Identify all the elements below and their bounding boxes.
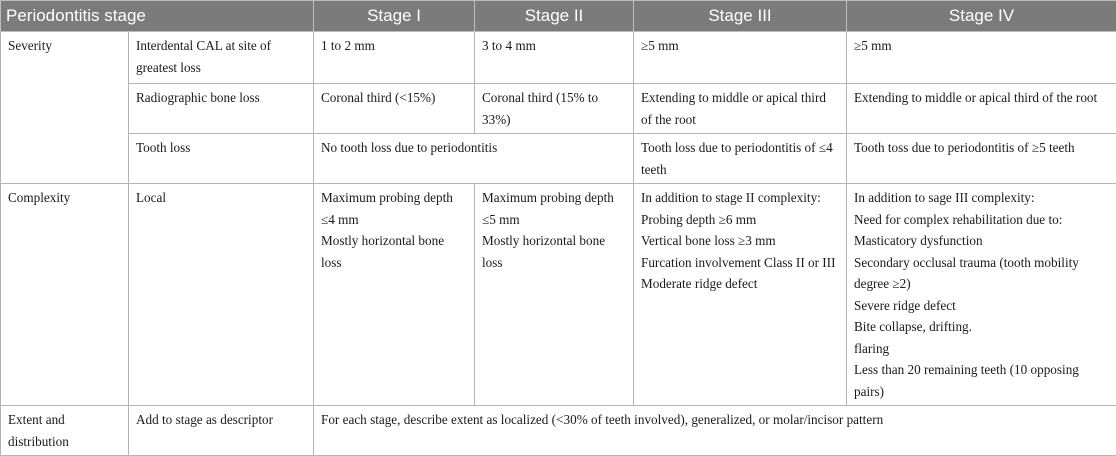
extent-label: Extent and distribution xyxy=(1,406,129,456)
header-row xyxy=(1,1,1116,32)
complexity-stage-4-line: Severe ridge defect xyxy=(854,295,1109,317)
complexity-stage-2-line: Mostly horizontal bone loss xyxy=(482,230,626,273)
cal-stage-3: ≥5 mm xyxy=(634,32,847,84)
complexity-stage-3-line: Furcation involvement Class II or III xyxy=(641,252,839,274)
complexity-stage-4-line: Less than 20 remaining teeth (10 opposing pairs) xyxy=(854,359,1109,402)
extent-descriptor-label: Add to stage as descriptor xyxy=(129,406,314,456)
complexity-stage-2-line: Maximum probing depth ≤5 mm xyxy=(482,187,626,230)
complexity-stage-3-line: Vertical bone loss ≥3 mm xyxy=(641,230,839,252)
tooth-loss-label: Tooth loss xyxy=(129,134,314,184)
header-stage-4: Stage IV xyxy=(847,1,1116,32)
extent-row xyxy=(1,406,1116,456)
complexity-stage-1-line: Mostly horizontal bone loss xyxy=(321,230,467,273)
complexity-stage-4 xyxy=(847,184,1116,406)
tooth-loss-stage-1-2: No tooth loss due to periodontitis xyxy=(314,134,634,184)
bone-loss-stage-4: Extending to middle or apical third of the root xyxy=(847,84,1116,134)
cal-stage-1: 1 to 2 mm xyxy=(314,32,475,84)
complexity-stage-2 xyxy=(475,184,634,406)
complexity-stage-3-line: Probing depth ≥6 mm xyxy=(641,209,839,231)
bone-loss-label: Radiographic bone loss xyxy=(129,84,314,134)
bone-loss-stage-3: Extending to middle or apical third of the root xyxy=(634,84,847,134)
cal-stage-2: 3 to 4 mm xyxy=(475,32,634,84)
tooth-loss-stage-4: Tooth toss due to periodontitis of ≥5 teeth xyxy=(847,134,1116,184)
severity-bone-row xyxy=(1,84,1116,134)
severity-tooth-loss-row xyxy=(1,134,1116,184)
complexity-stage-3 xyxy=(634,184,847,406)
extent-description: For each stage, describe extent as localized (<30% of teeth involved), generalized, or molar/incisor pattern xyxy=(314,406,1116,456)
complexity-stage-4-line: Bite collapse, drifting. xyxy=(854,316,1109,338)
complexity-row xyxy=(1,184,1116,406)
complexity-stage-4-line: Masticatory dysfunction xyxy=(854,230,1109,252)
complexity-stage-4-line: Secondary occlusal trauma (tooth mobility degree ≥2) xyxy=(854,252,1109,295)
header-periodontitis-stage: Periodontitis stage xyxy=(1,1,314,32)
complexity-stage-4-line: Need for complex rehabilitation due to: xyxy=(854,209,1109,231)
complexity-stage-3-line: Moderate ridge defect xyxy=(641,273,839,295)
bone-loss-stage-1: Coronal third (<15%) xyxy=(314,84,475,134)
bone-loss-stage-2: Coronal third (15% to 33%) xyxy=(475,84,634,134)
complexity-local-label: Local xyxy=(129,184,314,406)
severity-cal-row xyxy=(1,32,1116,84)
complexity-stage-4-line: In addition to sage III complexity: xyxy=(854,187,1109,209)
complexity-stage-4-line: flaring xyxy=(854,338,1109,360)
cal-label: Interdental CAL at site of greatest loss xyxy=(129,32,314,84)
complexity-stage-3-line: In addition to stage II complexity: xyxy=(641,187,839,209)
header-stage-1: Stage I xyxy=(314,1,475,32)
complexity-stage-1 xyxy=(314,184,475,406)
complexity-label: Complexity xyxy=(1,184,129,406)
cal-stage-4: ≥5 mm xyxy=(847,32,1116,84)
severity-label: Severity xyxy=(1,32,129,184)
tooth-loss-stage-3: Tooth loss due to periodontitis of ≤4 teeth xyxy=(634,134,847,184)
complexity-stage-1-line: Maximum probing depth ≤4 mm xyxy=(321,187,467,230)
header-stage-3: Stage III xyxy=(634,1,847,32)
header-stage-2: Stage II xyxy=(475,1,634,32)
